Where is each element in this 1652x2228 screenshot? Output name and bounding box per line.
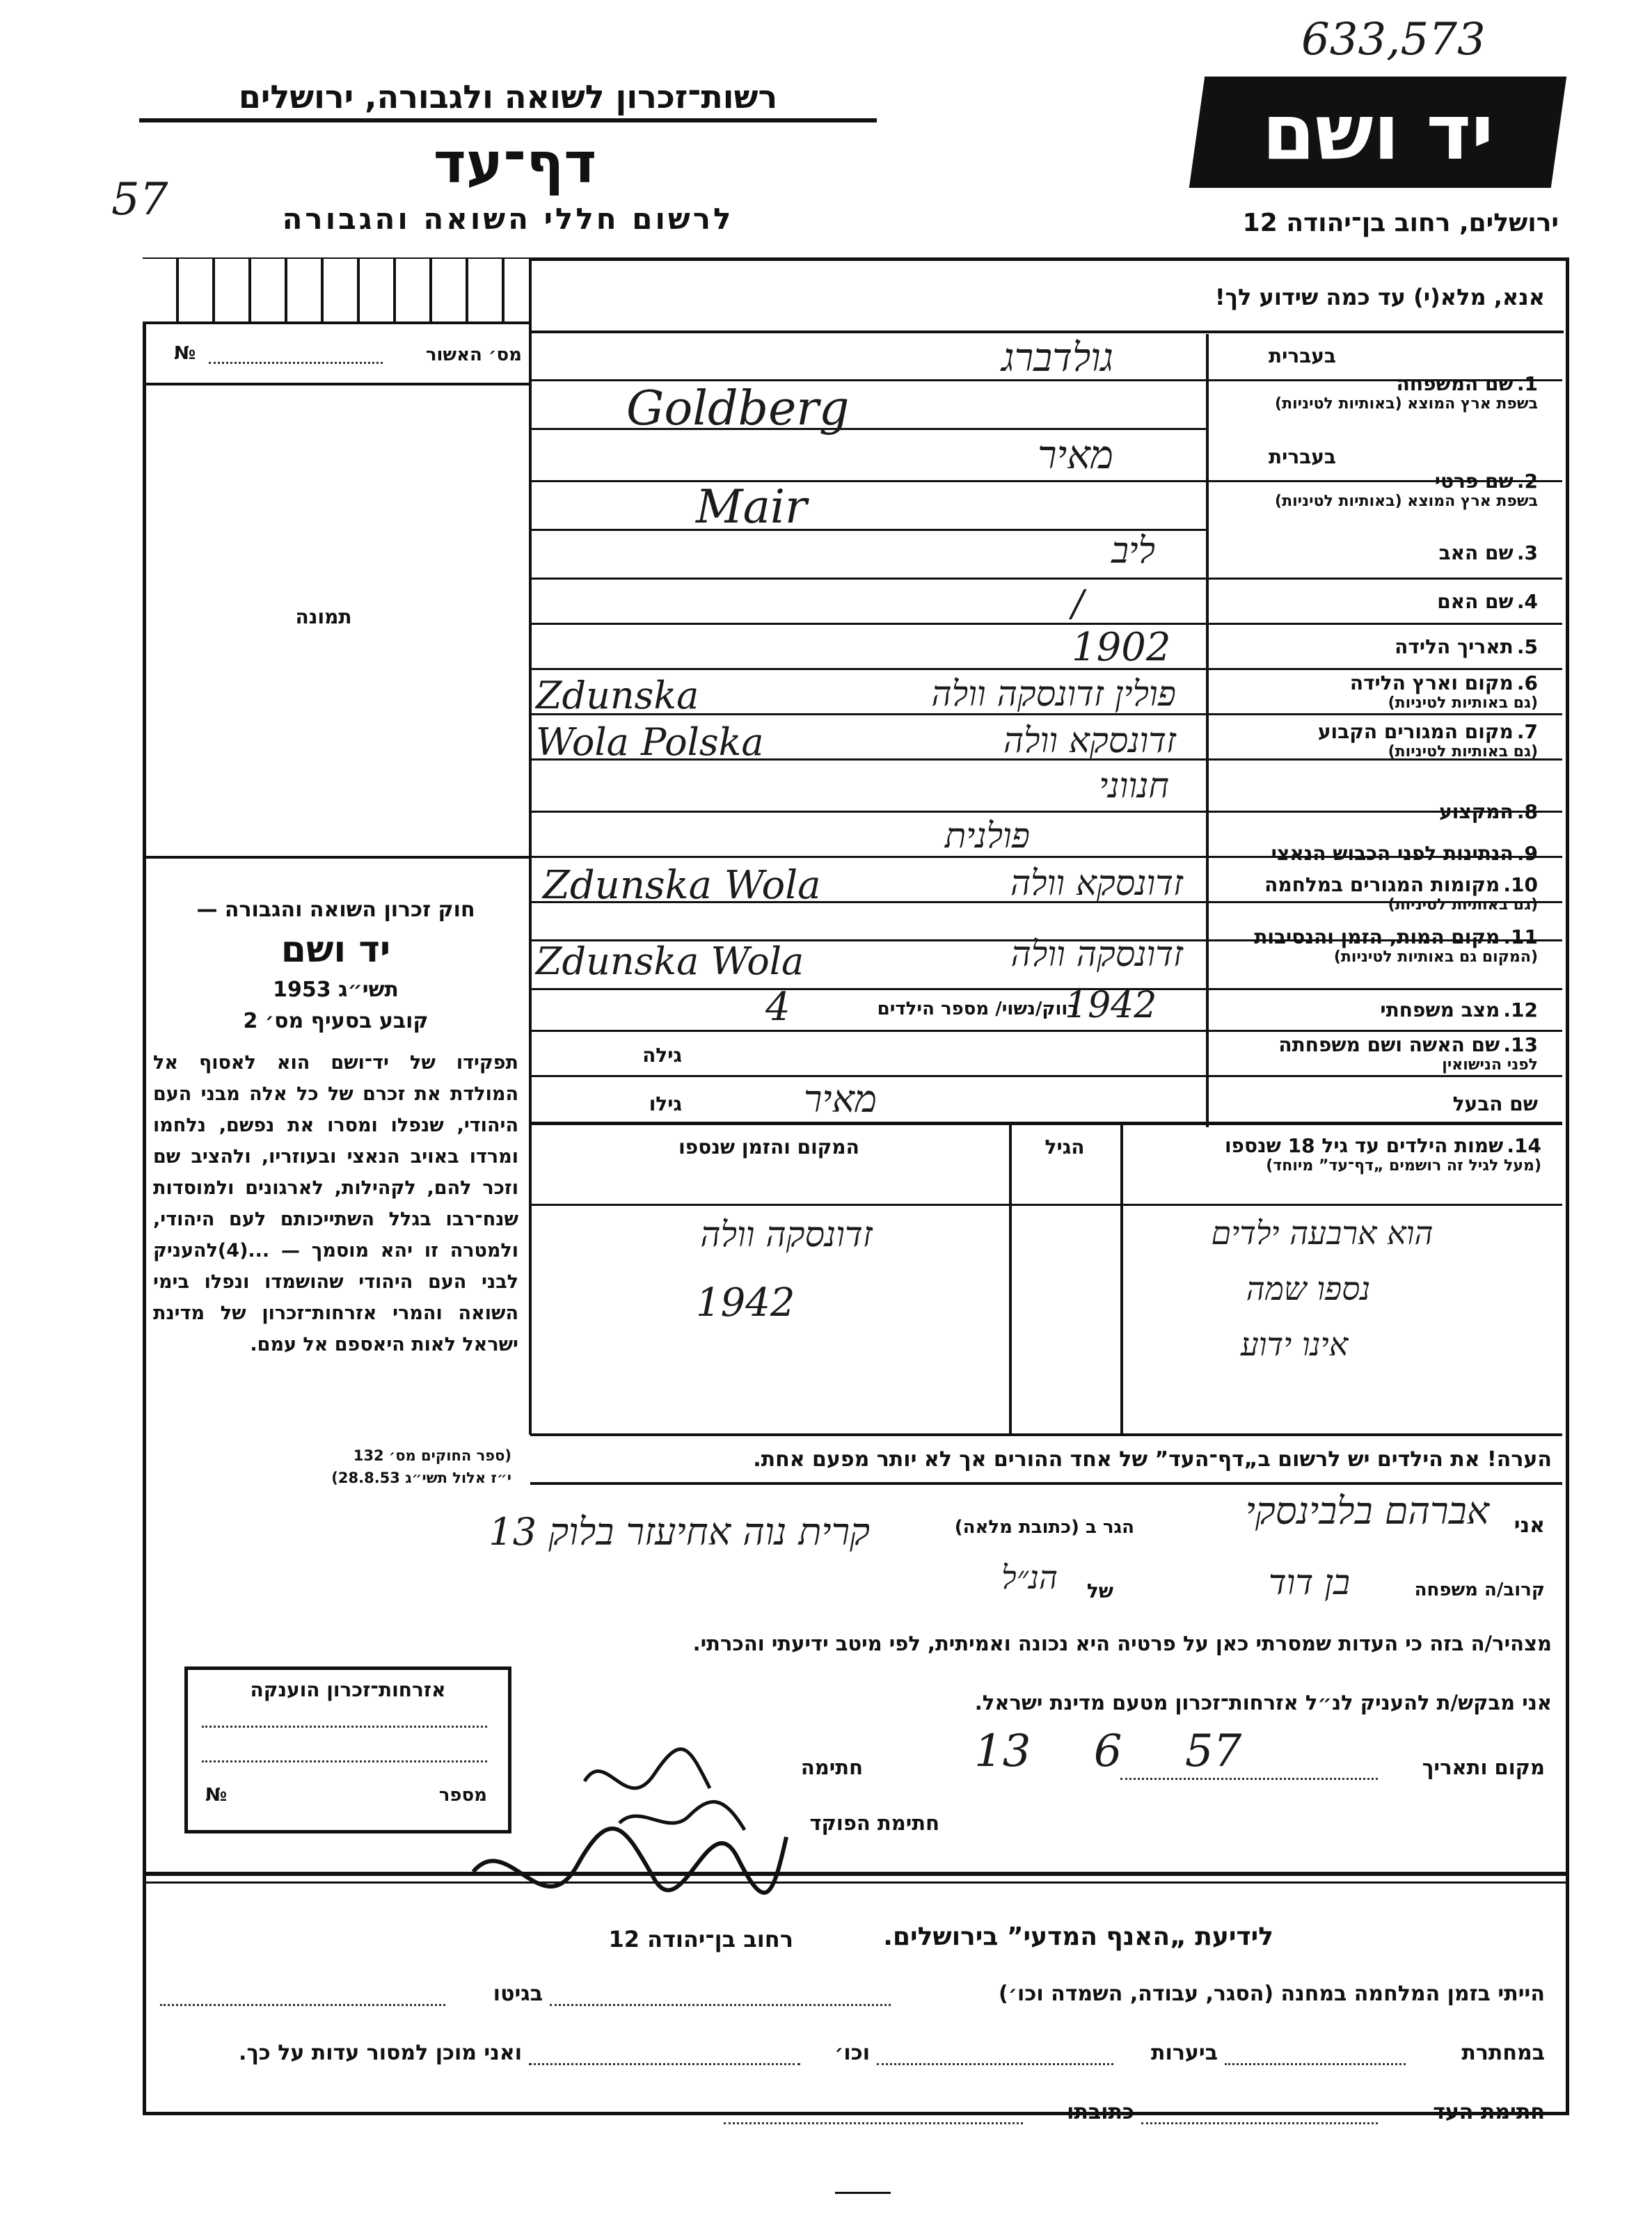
- birth-place-latin[interactable]: Zdunska: [536, 674, 699, 717]
- father-name-value[interactable]: ליב: [1111, 530, 1155, 572]
- field-profession: 8. המקצוע: [1439, 800, 1538, 823]
- field-mother-name: 4. שם האם: [1437, 590, 1538, 613]
- signature-label: חתימה: [800, 1756, 863, 1779]
- field-death-place: 11. מקום המות, הזמן והנסיבות (המקום גם באותיות לטיניות): [1254, 925, 1538, 966]
- hebrew-tag-1: בעברית: [1268, 344, 1336, 367]
- approval-label: מס׳ האשור: [425, 344, 522, 365]
- field-father-name: 3. שם האב: [1438, 541, 1538, 564]
- approval-no-mark: №: [174, 343, 196, 364]
- footer-line2-a: במחתרת: [1461, 2041, 1545, 2065]
- declaration-text: מצהיר/ה בזה כי העדות שמסרתי כאן על פרטיה היא נכונה ואמיתית, לפי מיטב ידיעתי והכרתי.: [692, 1632, 1552, 1655]
- relation-label: קרוב/ה משפחה: [1414, 1580, 1545, 1600]
- field-birth-place: 6. מקום וארץ הלידה (גם באותיות לטיניות): [1349, 671, 1538, 712]
- mother-name-value[interactable]: /: [1072, 583, 1084, 625]
- residence-hebrew[interactable]: זדונסקא וולה: [1003, 720, 1176, 761]
- photo-label: תמונה: [295, 605, 352, 628]
- war-residence-hebrew[interactable]: זדונסקא וולה: [1010, 863, 1183, 903]
- of-value[interactable]: הנ״ל: [1001, 1559, 1058, 1596]
- children-age-header: הגיל: [1045, 1136, 1085, 1159]
- child-entry-1[interactable]: הוא ארבעה ילדים: [1211, 1214, 1433, 1252]
- field-citizenship: 9. הנתינות לפני הכבוש הנאצי: [1271, 842, 1538, 865]
- citizenship-value[interactable]: פולנית: [944, 815, 1030, 856]
- children-count[interactable]: 4: [765, 985, 791, 1030]
- law-ref-1: (ספר החוקים מס׳ 132: [353, 1447, 511, 1464]
- yad-vashem-logo: [1189, 77, 1566, 188]
- field-war-residence: 10. מקומות המגורים במלחמה (גם באותיות לטיניות): [1264, 873, 1538, 914]
- declaration-date[interactable]: 13 6 57: [974, 1726, 1242, 1777]
- citizenship-number-label: מספר: [438, 1785, 487, 1806]
- death-place-hebrew[interactable]: זדונסקה וולה: [1010, 934, 1183, 974]
- declarant-name[interactable]: אברהם בלבינסקי: [1245, 1489, 1489, 1533]
- archive-number: 633,573: [1301, 14, 1486, 65]
- hebrew-tag-2: בעברית: [1268, 445, 1336, 468]
- declarant-resides-label: הגר ב (כתובת מלאה): [954, 1517, 1134, 1538]
- footer-line1-b: בגיטו: [493, 1982, 543, 2006]
- law-text: תפקידו של יד־ושם הוא לאסוף אל המולדת את זכרם של כל אלה מבני העם היהודי, שנפלו ומסרו את נפשם, נלחמו ומרדו באויב הנאצי ובעוזריו, ולהציב שם וזכר להם, לקהילות, לארגונים ולמוסדות שנח־רבו בגלל השתייכותם לעם היהודי, ולמטרה זו יהא מוסמך — ...(4)להעניק לבני העם היהודי שהושמדו ונפלו בימי השואה והמרי אזרחות־זכרון של מדינת ישראל לאות היאספם אל עמם.: [153, 1052, 518, 1355]
- footer-line2-d: ואני מוכן למסור עדות על כך.: [239, 2041, 522, 2065]
- family-name-latin[interactable]: Goldberg: [626, 381, 850, 436]
- footer-line3-b: כתובתו: [1067, 2100, 1134, 2124]
- doc-title: דף־עד: [433, 131, 597, 196]
- footer-line2-b: ביערות: [1151, 2041, 1218, 2065]
- field-marital-status: 12. מצב משפחתי: [1380, 998, 1538, 1021]
- relation-value[interactable]: בן דוד: [1268, 1562, 1350, 1602]
- request-text: אני מבקש/ת להעניק לנ״ל אזרחות־זכרון מטעם מדינת ישראל.: [974, 1691, 1552, 1714]
- declarant-i-label: אני: [1514, 1513, 1545, 1538]
- field-residence: 7. מקום המגורים הקבוע (גם באותיות לטיניות): [1317, 720, 1538, 761]
- birth-date-value[interactable]: 1902: [1072, 625, 1171, 670]
- field-first-name: 2. שם פרטי בשפת ארץ המוצא (באותיות לטיניות): [1275, 470, 1538, 510]
- children-note: הערה! את הילדים יש לרשום ב„דף־העד” של אחד ההורים אך לא יותר מפעם אחת.: [753, 1447, 1552, 1472]
- code-boxes: [143, 259, 529, 324]
- children-place-header: המקום והזמן שנספו: [678, 1136, 859, 1159]
- war-residence-latin[interactable]: Zdunska Wola: [543, 863, 821, 908]
- declarant-address[interactable]: קרית נוה אחיעזר בלוק 13: [489, 1510, 870, 1554]
- family-name-hebrew[interactable]: גולדברג: [1001, 335, 1113, 381]
- field-family-name: 1. שם המשפחה בשפת ארץ המוצא (באותיות לטיניות): [1275, 372, 1538, 413]
- footer-address: רחוב בן־יהודה 12: [608, 1926, 793, 1952]
- children-year-value[interactable]: 1942: [696, 1280, 795, 1326]
- residence-latin[interactable]: Wola Polska: [536, 720, 764, 764]
- law-ref-2: י״ז אלול תשי״ג 28.8.53): [331, 1470, 511, 1486]
- husband-name-value[interactable]: מאיר: [803, 1077, 877, 1121]
- death-year[interactable]: 1942: [1065, 985, 1157, 1026]
- wife-age-label: גילה: [642, 1044, 682, 1067]
- field-husband-name: שם הבעל: [1452, 1092, 1538, 1115]
- death-place-latin[interactable]: Zdunska Wola: [536, 939, 804, 983]
- birth-place-hebrew[interactable]: פולין זדונסקה וולה: [931, 674, 1176, 714]
- logo-text: יד ושם: [1262, 88, 1494, 177]
- header-address: ירושלים, רחוב בן־יהודה 12: [1242, 209, 1559, 237]
- footer-title: לידיעת „האנף המדעי” בירושלים.: [883, 1923, 1273, 1951]
- children-place-value[interactable]: זדונסקה וולה: [700, 1214, 873, 1255]
- child-entry-2[interactable]: נספו שמה: [1246, 1270, 1371, 1307]
- footer-line2-c: וכו׳: [834, 2041, 870, 2065]
- husband-age-label: גילו: [649, 1092, 682, 1115]
- field-wife-name: 13. שם האשה ושם משפחתה לפני הנישואין: [1278, 1033, 1538, 1074]
- marital-status-label: רווק/נשוי/ מספר הילדים: [877, 998, 1079, 1019]
- law-year: תשי״ג 1953: [273, 978, 399, 1002]
- org-line: רשות־זכרון לשואה ולגבורה, ירושלים: [139, 78, 877, 122]
- field-birth-date: 5. תאריך הלידה: [1395, 635, 1538, 658]
- of-label: של: [1086, 1580, 1113, 1602]
- footer-line1-a: הייתי בזמן המלחמה במחנה (הסגר, עבודה, השמדה וכו׳): [999, 1982, 1545, 2006]
- margin-number: 57: [111, 174, 168, 225]
- citizenship-box: [184, 1666, 511, 1833]
- first-name-latin[interactable]: Mair: [696, 480, 807, 534]
- law-section: קובע בסעיף מס׳ 2: [243, 1009, 429, 1033]
- official-signature-label: חתימת הפוקד: [809, 1811, 939, 1835]
- law-name: יד ושם: [280, 929, 391, 971]
- first-name-hebrew[interactable]: מאיר: [1038, 433, 1113, 478]
- child-entry-3[interactable]: אינו ידוע: [1240, 1326, 1349, 1363]
- footer-line3-a: חתימת העד: [1433, 2100, 1545, 2124]
- citizenship-box-title: אזרחות־זכרון הוענקה: [250, 1678, 446, 1701]
- doc-subtitle: לרשום חללי השואה והגבורה: [282, 202, 734, 236]
- children-header: 14. שמות הילדים עד גיל 18 שנספו (מעל לגיל זה רושמים „דף־עד” מיוחד): [1224, 1134, 1541, 1175]
- law-title: חוק זכרון השואה והגבורה —: [196, 898, 475, 922]
- profession-value[interactable]: חנווני: [1099, 765, 1169, 806]
- instruction-text: אנא, מלא(י) עד כמה שידוע לך!: [1214, 284, 1545, 310]
- place-date-label: מקום ותאריך: [1422, 1756, 1545, 1779]
- citizenship-number-mark: №: [205, 1785, 228, 1806]
